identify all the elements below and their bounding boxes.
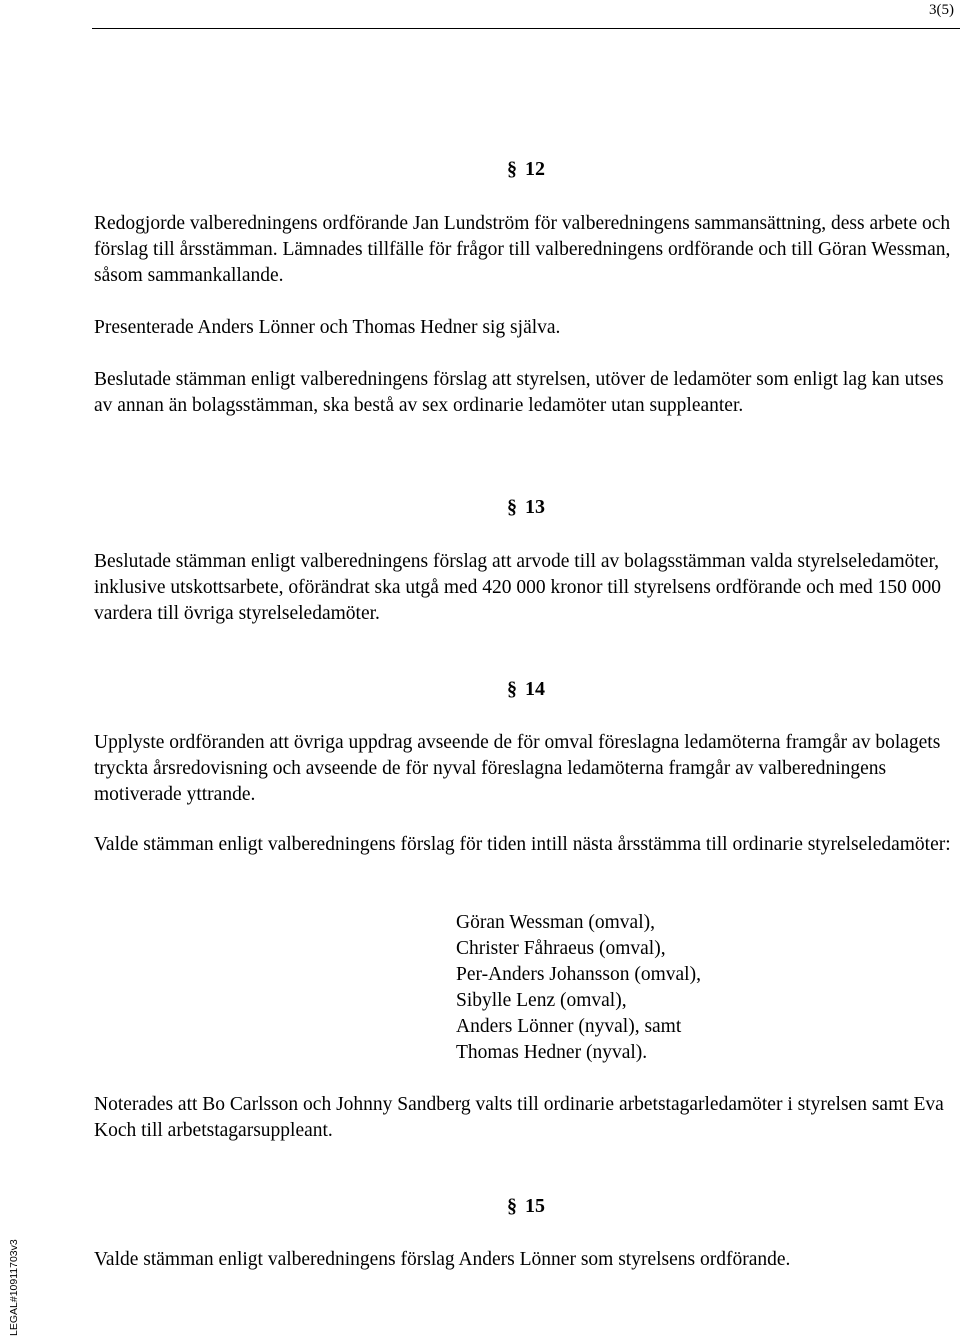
section-number: 14 — [525, 678, 545, 700]
paragraph-14-closing: Noterades att Bo Carlsson och Johnny Sandberg valts till ordinarie arbetstagarledamöter i styrelsen samt Eva Koch till arbetstagarsuppleant. — [94, 1094, 944, 1141]
section-number: 15 — [525, 1195, 545, 1217]
header-rule — [92, 28, 960, 29]
paragraph-sign: § — [507, 158, 517, 180]
section-heading-12 — [0, 158, 960, 181]
board-member: Per-Anders Johansson (omval), — [456, 964, 701, 985]
section-heading-13 — [0, 496, 960, 519]
paragraph-13-1: Beslutade stämman enligt valberedningens förslag att arvode till av bolagsstämman valda styrelseledamöter, inklusive utskottsarbete, oförändrat ska utgå med 420 000 kronor till styrelsens ordförande och med 150 000 vardera till övriga styrelseledamöter. — [94, 551, 941, 624]
page-number: 3(5) — [929, 2, 954, 18]
section-number: 13 — [525, 496, 545, 518]
paragraph-15-1: Valde stämman enligt valberedningens förslag Anders Lönner som styrelsens ordförande. — [94, 1249, 791, 1270]
board-member-list — [456, 910, 701, 1066]
document-id-stamp: LEGAL#10911703v3 — [8, 1239, 20, 1336]
paragraph-sign: § — [507, 678, 517, 700]
paragraph-14-1: Upplyste ordföranden att övriga uppdrag avseende de för omval föreslagna ledamöterna framgår av bolagets tryckta årsredovisning och avseende de för nyval föreslagna ledamöterna framgår av valberedningens motiverade yttrande. — [94, 732, 941, 805]
paragraph-sign: § — [507, 496, 517, 518]
section-heading-14 — [0, 678, 960, 701]
paragraph-12-2: Presenterade Anders Lönner och Thomas Hedner sig själva. — [94, 317, 561, 338]
section-heading-15 — [0, 1195, 960, 1218]
paragraph-12-3: Beslutade stämman enligt valberedningens förslag att styrelsen, utöver de ledamöter som enligt lag kan utses av annan än bolagsstämman, ska bestå av sex ordinarie ledamöter utan suppleanter. — [94, 369, 944, 416]
board-member: Christer Fåhraeus (omval), — [456, 938, 666, 959]
paragraph-14-2: Valde stämman enligt valberedningens förslag för tiden intill nästa årsstämma till ordinarie styrelseledamöter: — [94, 834, 951, 855]
section-number: 12 — [525, 158, 545, 180]
paragraph-sign: § — [507, 1195, 517, 1217]
board-member: Thomas Hedner (nyval). — [456, 1042, 648, 1063]
board-member: Göran Wessman (omval), — [456, 912, 655, 933]
board-member: Anders Lönner (nyval), samt — [456, 1016, 682, 1037]
board-member: Sibylle Lenz (omval), — [456, 990, 627, 1011]
paragraph-12-1: Redogjorde valberedningens ordförande Jan Lundström för valberedningens sammansättning, dess arbete och förslag till årsstämman. Lämnades tillfälle för frågor till valberedningens ordförande och till Göran Wessman, såsom sammankallande. — [94, 213, 951, 286]
